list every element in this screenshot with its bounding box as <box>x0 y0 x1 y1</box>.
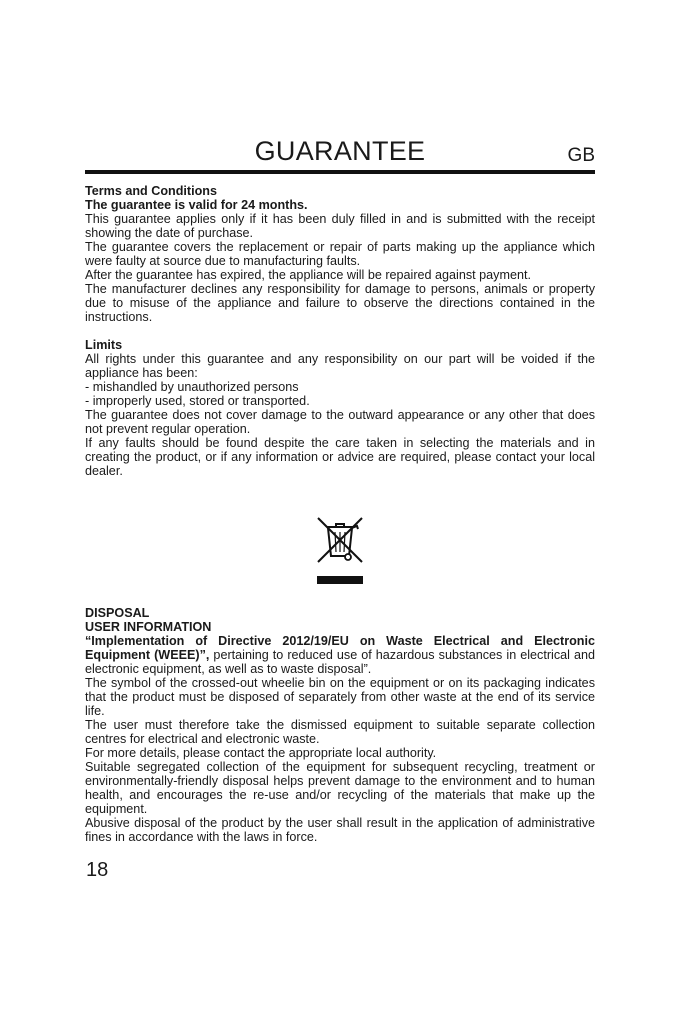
disposal-paragraph: The user must therefore take the dismissed equipment to suitable separate collection centres for electrical and electronic waste. <box>85 718 595 746</box>
limits-list-item: - improperly used, stored or transported. <box>85 394 310 408</box>
header-divider <box>85 170 595 174</box>
terms-paragraph: After the guarantee has expired, the appliance will be repaired against payment. <box>85 268 531 282</box>
directive-text: pertaining to reduced use of hazardous substances in electrical and electronic equipment, as well as to waste disposal”. <box>85 648 595 676</box>
weee-symbol-area <box>85 478 595 606</box>
disposal-heading: DISPOSAL <box>85 606 150 620</box>
user-information-heading: USER INFORMATION <box>85 620 212 634</box>
document-body <box>85 184 595 844</box>
directive-paragraph <box>85 634 595 676</box>
document-page <box>85 134 595 844</box>
terms-heading: Terms and Conditions <box>85 184 218 198</box>
disposal-paragraph: The symbol of the crossed-out wheelie bin on the equipment or on its packaging indicates that the product must be disposed of separately from other waste at the end of its service life. <box>85 676 595 718</box>
limits-paragraph: If any faults should be found despite the care taken in selecting the materials and in creating the product, or if any information or advice are required, please contact your local dealer. <box>85 436 595 478</box>
terms-validity: The guarantee is valid for 24 months. <box>85 198 308 212</box>
spacer <box>85 324 595 338</box>
limits-list-item: - mishandled by unauthorized persons <box>85 380 299 394</box>
limits-heading: Limits <box>85 338 123 352</box>
disposal-paragraph: Abusive disposal of the product by the user shall result in the application of administrative fines in accordance with the laws in force. <box>85 816 595 844</box>
page-title: GUARANTEE <box>254 136 426 166</box>
page-number: 18 <box>86 859 109 881</box>
disposal-paragraph: Suitable segregated collection of the equipment for subsequent recycling, treatment or environmentally-friendly disposal helps prevent damage to the environment and to human health, and encourages the re-use and/or recycling of the materials that make up the equipment. <box>85 760 595 816</box>
terms-paragraph: The manufacturer declines any responsibility for damage to persons, animals or property due to misuse of the appliance and failure to observe the directions contained in the instructions. <box>85 282 595 324</box>
disposal-paragraph: For more details, please contact the appropriate local authority. <box>85 746 437 760</box>
language-code: GB <box>567 145 595 166</box>
limits-paragraph: All rights under this guarantee and any responsibility on our part will be voided if the appliance has been: <box>85 352 595 380</box>
page-header <box>85 134 595 170</box>
directive-title: “Implementation of Directive 2012/19/EU on Waste Electrical and Electronic Equipment (WEEE)”, <box>85 634 595 662</box>
terms-paragraph: This guarantee applies only if it has been duly filled in and is submitted with the receipt showing the date of purchase. <box>85 212 595 240</box>
limits-paragraph: The guarantee does not cover damage to the outward appearance or any other that does not prevent regular operation. <box>85 408 595 436</box>
terms-paragraph: The guarantee covers the replacement or repair of parts making up the appliance which were faulty at source due to manufacturing faults. <box>85 240 595 268</box>
crossed-out-wheelie-bin-icon <box>314 516 366 586</box>
